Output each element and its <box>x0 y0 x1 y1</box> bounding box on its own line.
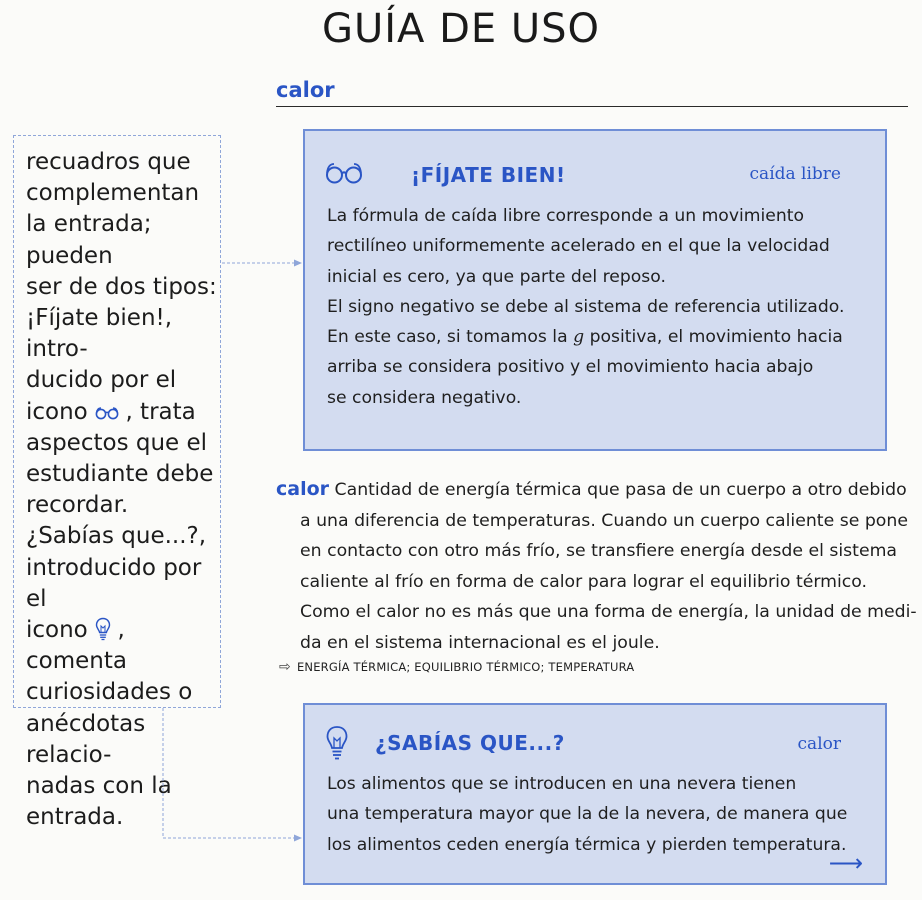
callout-line: ser de dos tipos: <box>26 273 217 300</box>
definition-line: da en el sistema internacional es el joule. <box>300 632 660 653</box>
definition-line: a una diferencia de temperaturas. Cuando un cuerpo caliente se pone <box>300 510 908 531</box>
callout-line: anécdotas relacio- <box>26 710 146 768</box>
fijate-bien-box <box>303 129 887 451</box>
glasses-icon <box>325 161 363 189</box>
box-line: se considera negativo. <box>327 387 522 408</box>
callout-line: curiosidades o <box>26 679 193 706</box>
lightbulb-icon <box>325 725 349 765</box>
box-line: Los alimentos que se introducen en una nevera tienen <box>327 774 797 794</box>
fijate-bien-title: ¡FÍJATE BIEN! <box>411 163 566 187</box>
callout-line: recuadros que <box>26 149 191 175</box>
cross-reference <box>279 659 634 675</box>
callout-line: introducido por el <box>26 554 202 612</box>
callout-line: recordar. <box>26 492 129 519</box>
cross-reference-text[interactable]: ENERGÍA TÉRMICA; EQUILIBRIO TÉRMICO; TEMPERATURA <box>296 660 635 674</box>
fijate-bien-text <box>327 201 844 413</box>
definition-line: caliente al frío en forma de calor para lograr el equilibrio térmico. <box>300 571 868 592</box>
sabias-que-text <box>327 769 847 860</box>
callout-line: entrada. <box>26 804 124 831</box>
entry-definition <box>276 474 916 658</box>
box-line-part: positiva, el movimiento hacia <box>589 327 843 348</box>
definition-line: Como el calor no es más que una forma de energía, la unidad de medi- <box>300 602 917 622</box>
box-line: rectilíneo uniformemente acelerado en el que la velocidad <box>327 236 830 257</box>
sabias-que-title: ¿SABÍAS QUE...? <box>375 731 565 755</box>
definition-line: en contacto con otro más frío, se transfiere energía desde el sistema <box>300 541 898 561</box>
definition-line: Cantidad de energía térmica que pasa de un cuerpo a otro debido <box>334 480 907 500</box>
sabias-que-tag: calor <box>797 734 841 754</box>
box-line: arriba se considera positivo y el movimiento hacia abajo <box>327 357 814 378</box>
sabias-que-box <box>303 703 887 885</box>
callout-text: icono <box>26 617 88 644</box>
callout-line: nadas con la <box>26 773 172 800</box>
callout-text: , trata <box>125 398 196 425</box>
hollow-arrow-icon: ⇨ <box>279 659 291 675</box>
box-line: una temperatura mayor que la de la nevera, de manera que <box>327 804 848 825</box>
callout-line: aspectos que el <box>26 429 208 456</box>
entry-headword: calor <box>276 78 335 102</box>
gravity-symbol: g <box>573 327 585 348</box>
definition-term: calor <box>276 478 330 500</box>
right-arrow-icon: ⟶ <box>828 849 863 877</box>
callout-line: complementan <box>26 180 200 207</box>
box-line-part: En este caso, si tomamos la <box>327 327 568 348</box>
box-line: los alimentos ceden energía térmica y pierden temperatura. <box>327 834 847 855</box>
callout-text: , comenta <box>26 617 127 675</box>
page-title: GUÍA DE USO <box>321 6 601 52</box>
callout-line: la entrada; pueden <box>26 211 152 269</box>
callout-line: ¿Sabías que...?, <box>26 523 207 550</box>
callout-text: icono <box>26 398 88 425</box>
callout-line: estudiante debe <box>26 461 214 488</box>
box-line <box>327 322 844 352</box>
box-line: La fórmula de caída libre corresponde a un movimiento <box>327 206 805 226</box>
fijate-bien-tag: caída libre <box>749 164 841 184</box>
box-line: inicial es cero, ya que parte del reposo. <box>327 266 666 287</box>
callout-line: ¡Fíjate bien!, intro- <box>26 305 173 363</box>
box-line: El signo negativo se debe al sistema de referencia utilizado. <box>327 296 845 317</box>
callout-line: ducido por el <box>26 367 177 394</box>
